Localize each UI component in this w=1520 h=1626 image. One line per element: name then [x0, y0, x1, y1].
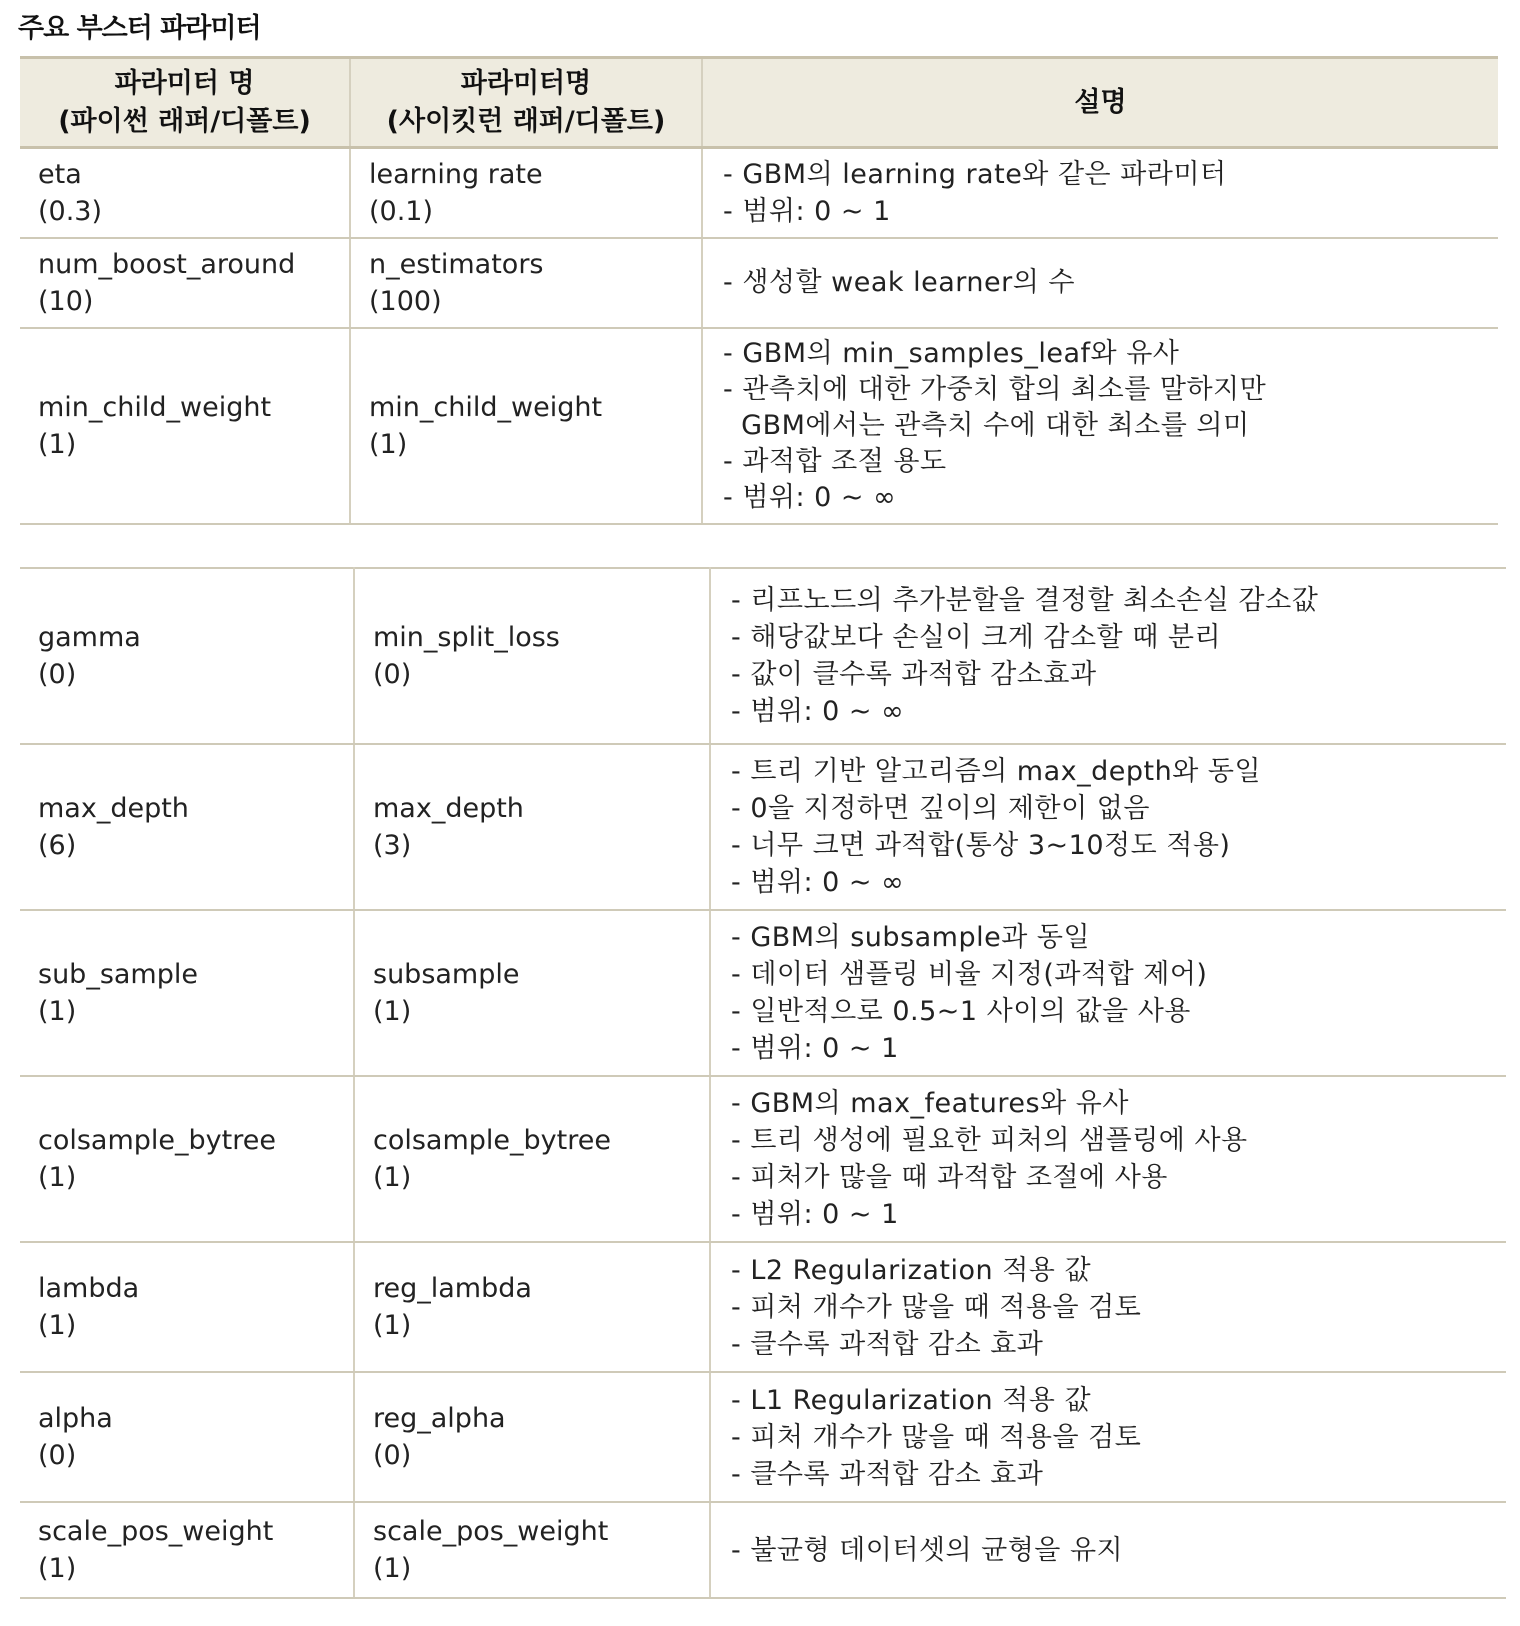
param-name: gamma: [38, 622, 141, 653]
param-default: (0): [38, 659, 77, 690]
python-param-cell: [20, 328, 350, 524]
param-name: num_boost_around: [38, 248, 296, 280]
header-description: 설명: [702, 58, 1498, 148]
desc-line: - GBM의 subsample과 동일: [731, 922, 1091, 953]
description-cell: [710, 1076, 1506, 1242]
header-sklearn-wrapper: [350, 58, 702, 148]
param-default: (0): [373, 659, 412, 690]
param-name: sub_sample: [38, 959, 198, 990]
param-name: min_child_weight: [38, 391, 272, 423]
param-name: reg_alpha: [373, 1403, 506, 1434]
description-cell: [702, 328, 1498, 524]
table-row: [20, 328, 1498, 524]
sklearn-param-cell: [350, 238, 702, 328]
param-default: (1): [373, 996, 412, 1027]
desc-line: GBM에서는 관측치 수에 대한 최소를 의미: [723, 409, 1250, 441]
param-name: colsample_bytree: [38, 1125, 276, 1156]
param-default: (6): [38, 830, 77, 861]
desc-line: - 관측치에 대한 가중치 합의 최소를 말하지만: [723, 373, 1267, 405]
sklearn-param-cell: [350, 328, 702, 524]
table-row: [20, 1502, 1506, 1598]
desc-line: - 범위: 0 ~ 1: [723, 195, 891, 227]
table-row: [20, 1076, 1506, 1242]
param-default: (1): [373, 1553, 412, 1584]
python-param-cell: [20, 1372, 354, 1502]
python-param-cell: [20, 1502, 354, 1598]
param-default: (1): [38, 428, 77, 460]
param-name: min_child_weight: [369, 391, 603, 423]
header-line: 파라미터명: [460, 67, 592, 99]
desc-line: - 피처가 많을 때 과적합 조절에 사용: [731, 1162, 1168, 1193]
desc-line: - 과적합 조절 용도: [723, 445, 947, 477]
desc-line: - 0을 지정하면 깊이의 제한이 없음: [731, 793, 1150, 824]
description-cell: [702, 238, 1498, 328]
booster-params-table-part2: [20, 567, 1506, 1599]
param-name: max_depth: [38, 793, 189, 824]
page-title: 주요 부스터 파라미터: [18, 13, 261, 44]
python-param-cell: [20, 910, 354, 1076]
python-param-cell: [20, 1242, 354, 1372]
param-default: (0): [373, 1440, 412, 1471]
param-name: subsample: [373, 959, 520, 990]
description-cell: [702, 148, 1498, 238]
table-row: [20, 1372, 1506, 1502]
param-default: (1): [38, 1553, 77, 1584]
python-param-cell: [20, 568, 354, 744]
param-name: scale_pos_weight: [373, 1516, 609, 1547]
python-param-cell: [20, 148, 350, 238]
sklearn-param-cell: [354, 568, 710, 744]
param-name: colsample_bytree: [373, 1125, 611, 1156]
desc-line: - GBM의 learning rate와 같은 파라미터: [723, 158, 1227, 190]
table-row: [20, 910, 1506, 1076]
desc-line: - 트리 생성에 필요한 피처의 샘플링에 사용: [731, 1125, 1248, 1156]
desc-line: - 리프노드의 추가분할을 결정할 최소손실 감소값: [731, 585, 1319, 616]
param-default: (1): [373, 1162, 412, 1193]
header-line: (파이썬 래퍼/디폴트): [58, 105, 311, 137]
desc-line: - 생성할 weak learner의 수: [723, 267, 1075, 298]
header-line: (사이킷런 래퍼/디폴트): [386, 105, 666, 137]
header-row: [20, 58, 1498, 148]
param-name: learning rate: [369, 158, 543, 190]
table-row: [20, 148, 1498, 238]
param-default: (1): [38, 996, 77, 1027]
desc-line: - 피처 개수가 많을 때 적용을 검토: [731, 1421, 1142, 1453]
table-row: [20, 568, 1506, 744]
param-default: (0): [38, 1440, 77, 1471]
param-name: scale_pos_weight: [38, 1516, 274, 1547]
desc-line: - 데이터 샘플링 비율 지정(과적합 제어): [731, 959, 1208, 990]
python-param-cell: [20, 744, 354, 910]
desc-line: - 범위: 0 ~ ∞: [731, 696, 905, 727]
description-cell: [710, 1242, 1506, 1372]
param-name: max_depth: [373, 793, 524, 824]
sklearn-param-cell: [354, 744, 710, 910]
description-cell: [710, 1372, 1506, 1502]
description-cell: [710, 568, 1506, 744]
param-default: (1): [373, 1310, 412, 1341]
description-cell: [710, 910, 1506, 1076]
desc-line: - GBM의 min_samples_leaf와 유사: [723, 337, 1180, 369]
desc-line: - 범위: 0 ~ ∞: [731, 867, 905, 898]
python-param-cell: [20, 1076, 354, 1242]
python-param-cell: [20, 238, 350, 328]
param-name: alpha: [38, 1403, 113, 1434]
desc-line: - 트리 기반 알고리즘의 max_depth와 동일: [731, 756, 1262, 787]
param-default: (0.1): [369, 195, 434, 227]
param-default: (1): [38, 1310, 77, 1341]
table-row: [20, 744, 1506, 910]
param-name: reg_lambda: [373, 1273, 532, 1304]
desc-line: - 범위: 0 ~ 1: [731, 1199, 899, 1230]
desc-line: - 피처 개수가 많을 때 적용을 검토: [731, 1291, 1142, 1323]
desc-line: - GBM의 max_features와 유사: [731, 1088, 1129, 1119]
param-default: (100): [369, 285, 442, 317]
param-name: eta: [38, 158, 82, 190]
sklearn-param-cell: [354, 910, 710, 1076]
param-name: n_estimators: [369, 248, 544, 280]
desc-line: - 범위: 0 ~ ∞: [723, 481, 897, 513]
desc-line: - L2 Regularization 적용 값: [731, 1254, 1092, 1286]
desc-line: - 클수록 과적합 감소 효과: [731, 1458, 1044, 1490]
sklearn-param-cell: [354, 1372, 710, 1502]
sklearn-param-cell: [350, 148, 702, 238]
desc-line: - 값이 클수록 과적합 감소효과: [731, 659, 1097, 690]
param-name: lambda: [38, 1273, 140, 1304]
desc-line: - 불균형 데이터셋의 균형을 유지: [731, 1534, 1124, 1566]
desc-line: - 클수록 과적합 감소 효과: [731, 1328, 1044, 1360]
desc-line: - L1 Regularization 적용 값: [731, 1384, 1092, 1416]
header-python-wrapper: [20, 58, 350, 148]
desc-line: - 너무 크면 과적합(통상 3~10정도 적용): [731, 830, 1231, 861]
param-default: (1): [369, 428, 408, 460]
sklearn-param-cell: [354, 1242, 710, 1372]
desc-line: - 해당값보다 손실이 크게 감소할 때 분리: [731, 622, 1222, 653]
param-default: (3): [373, 830, 412, 861]
description-cell: [710, 744, 1506, 910]
desc-line: - 범위: 0 ~ 1: [731, 1033, 899, 1064]
table-row: [20, 1242, 1506, 1372]
param-default: (10): [38, 285, 94, 317]
sklearn-param-cell: [354, 1076, 710, 1242]
param-name: min_split_loss: [373, 622, 560, 653]
description-cell: [710, 1502, 1506, 1598]
booster-params-table-part1: [20, 56, 1498, 525]
sklearn-param-cell: [354, 1502, 710, 1598]
param-default: (0.3): [38, 195, 103, 227]
header-line: 파라미터 명: [114, 67, 255, 99]
param-default: (1): [38, 1162, 77, 1193]
table-row: [20, 238, 1498, 328]
desc-line: - 일반적으로 0.5~1 사이의 값을 사용: [731, 996, 1191, 1027]
